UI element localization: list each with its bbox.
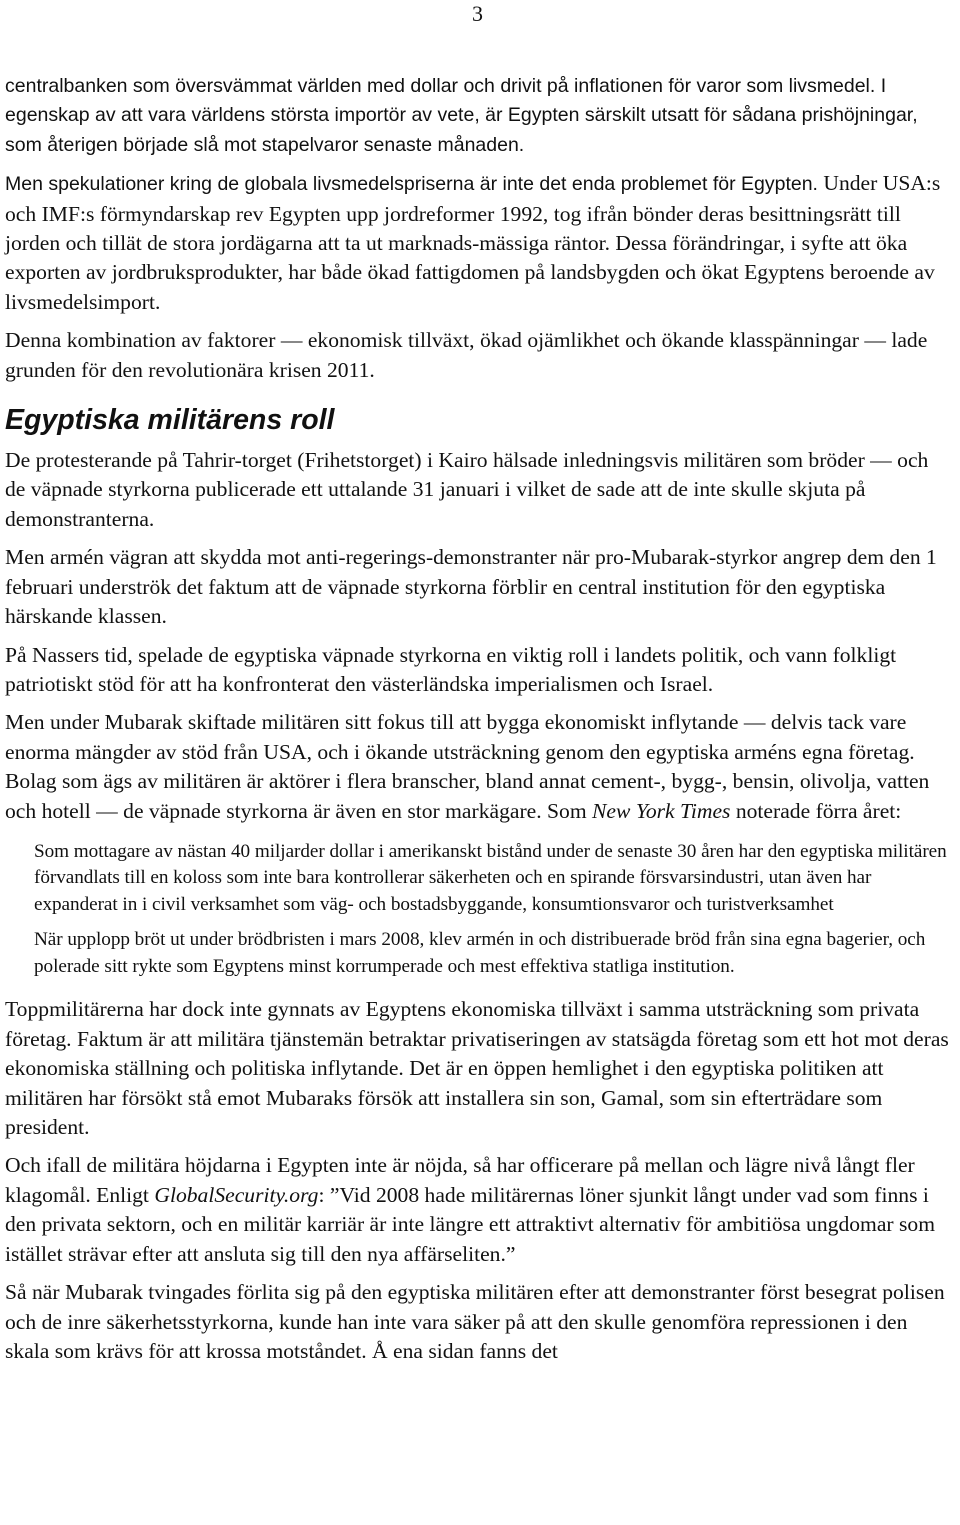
paragraph-tahrir: De protesterande på Tahrir-torget (Frihetstorget) i Kairo hälsade inledningsvis militären som bröder — och de väpnade styrkorna publicerade ett uttalande 31 januari i vilket de sade att de inte skulle skjuta på demonstranterna. [5, 448, 929, 531]
paragraph-combination: Denna kombination av faktorer — ekonomisk tillväxt, ökad ojämlikhet och ökande klasspänningar — lade grunden för den revolutionära krisen 2011. [5, 328, 928, 382]
blockquote-bread: När upplopp bröt ut under brödbristen i mars 2008, klev armén in och distribuerade bröd från sina egna bagerier, och polerade sitt rykte som Egyptens minst korrumperade och mest effektiva statliga institution. [34, 929, 926, 977]
nyt-citation: New York Times [592, 798, 731, 823]
paragraph-army-refusal: Men armén vägran att skydda mot anti-regerings-demonstranter när pro-Mubarak-styrkor angrep dem den 1 februari underströk det faktum att de väpnade styrkorna förblir en central institution för den egyptiska härskande klassen. [5, 545, 937, 629]
paragraph-officers [5, 1151, 950, 1269]
section-heading: Egyptiska militärens roll [5, 404, 335, 437]
paragraph-speculation [5, 169, 950, 317]
paragraph-mubarak-rely: Så när Mubarak tvingades förlita sig på den egyptiska militären efter att demonstranter först besegrat polisen och de inre säkerhetsstyrkorna, kunde han inte vara säker på att den skulle genomföra repressionen i den skala som krävs för att krossa motståndet. Å ena sidan fanns det [5, 1280, 945, 1363]
paragraph-mubarak [5, 708, 950, 826]
paragraph-speculation-lead: Men spekulationer kring de globala livsmedelspriserna är inte det enda problemet för Egypten. [5, 173, 818, 196]
paragraph-mubarak-end: noterade förra året: [730, 798, 902, 823]
paragraph-speculation-body: Under USA:s och IMF:s förmyndarskap rev Egypten upp jordreformer 1992, tog ifrån bönder deras besittningsrätt till jorden och tillät de stora jordägarna att ta ut marknads-mässiga räntor. Dessa förändringar, i syfte att öka exporten av jordbruksprodukter, har både ökad fattigdomen på landsbygden och ökat Egyptens beroende av livsmedelsimport. [5, 171, 941, 314]
paragraph-intro: centralbanken som översvämmat världen med dollar och drivit på inflationen för varor som livsmedel. I egenskap av att vara världens största importör av vete, är Egypten särskilt utsatt för sådana prishöjningar, som återigen började slå mot stapelvaror senaste månaden. [5, 75, 918, 156]
paragraph-officers-text: Och ifall de militära höjdarna i Egypten inte är nöjda, så har officerare på mellan och lägre nivå långt fler klagomål. Enligt [5, 1153, 915, 1207]
document-body [5, 72, 950, 1366]
paragraph-nasser: På Nassers tid, spelade de egyptiska väpnade styrkorna en viktig roll i landets politik, och vann folkligt patriotiskt stöd för att ha konfronterat den västerländska imperialismen och Israel. [5, 642, 897, 696]
paragraph-mubarak-text: Men under Mubarak skiftade militären sitt fokus till att bygga ekonomiskt inflytande — delvis tack vare enorma mängder av stöd från USA, och i ökande utsträckning genom den egyptiska arméns egna företag. Bolag som ägs av militären är aktörer i flera branscher, bland annat cement-, bygg-, bensin, olivolja, vatten och hotell — de väpnade styrkorna är även en stor markägare. Som [5, 710, 930, 823]
globalsecurity-citation: GlobalSecurity.org [154, 1182, 319, 1207]
paragraph-top-military: Toppmilitärerna har dock inte gynnats av Egyptens ekonomiska tillväxt i samma utsträckning som privata företag. Faktum är att militära tjänstemän betraktar privatiseringen av statsägda företag som ett hot mot deras ekonomiska ställning och politiska inflytande. Det är en öppen hemlighet i den egyptiska politiken att militären har försökt stå emot Mubaraks försök att installera sin son, Gamal, som sin efterträdare som president. [5, 997, 949, 1140]
paragraph-officers-end: : ”Vid 2008 hade militärernas löner sjunkit långt under vad som finns i den privata sektorn, och en militär karriär är inte längre ett attraktivt alternativ för ambitiösa ungdomar som istället strävar efter att ansluta sig till den nya affärseliten.” [5, 1182, 936, 1266]
blockquote-aid: Som mottagare av nästan 40 miljarder dollar i amerikanskt bistånd under de senaste 30 åren har den egyptiska militären förvandlats till en koloss som inte bara kontrollerar säkerheten och en spirande försvarsindustri, utan även har expanderat in i civil verksamhet som väg- och bostadsbyggande, konsumtionsvaror och turistverksamhet [34, 840, 947, 915]
page-number: 3 [472, 1, 483, 26]
